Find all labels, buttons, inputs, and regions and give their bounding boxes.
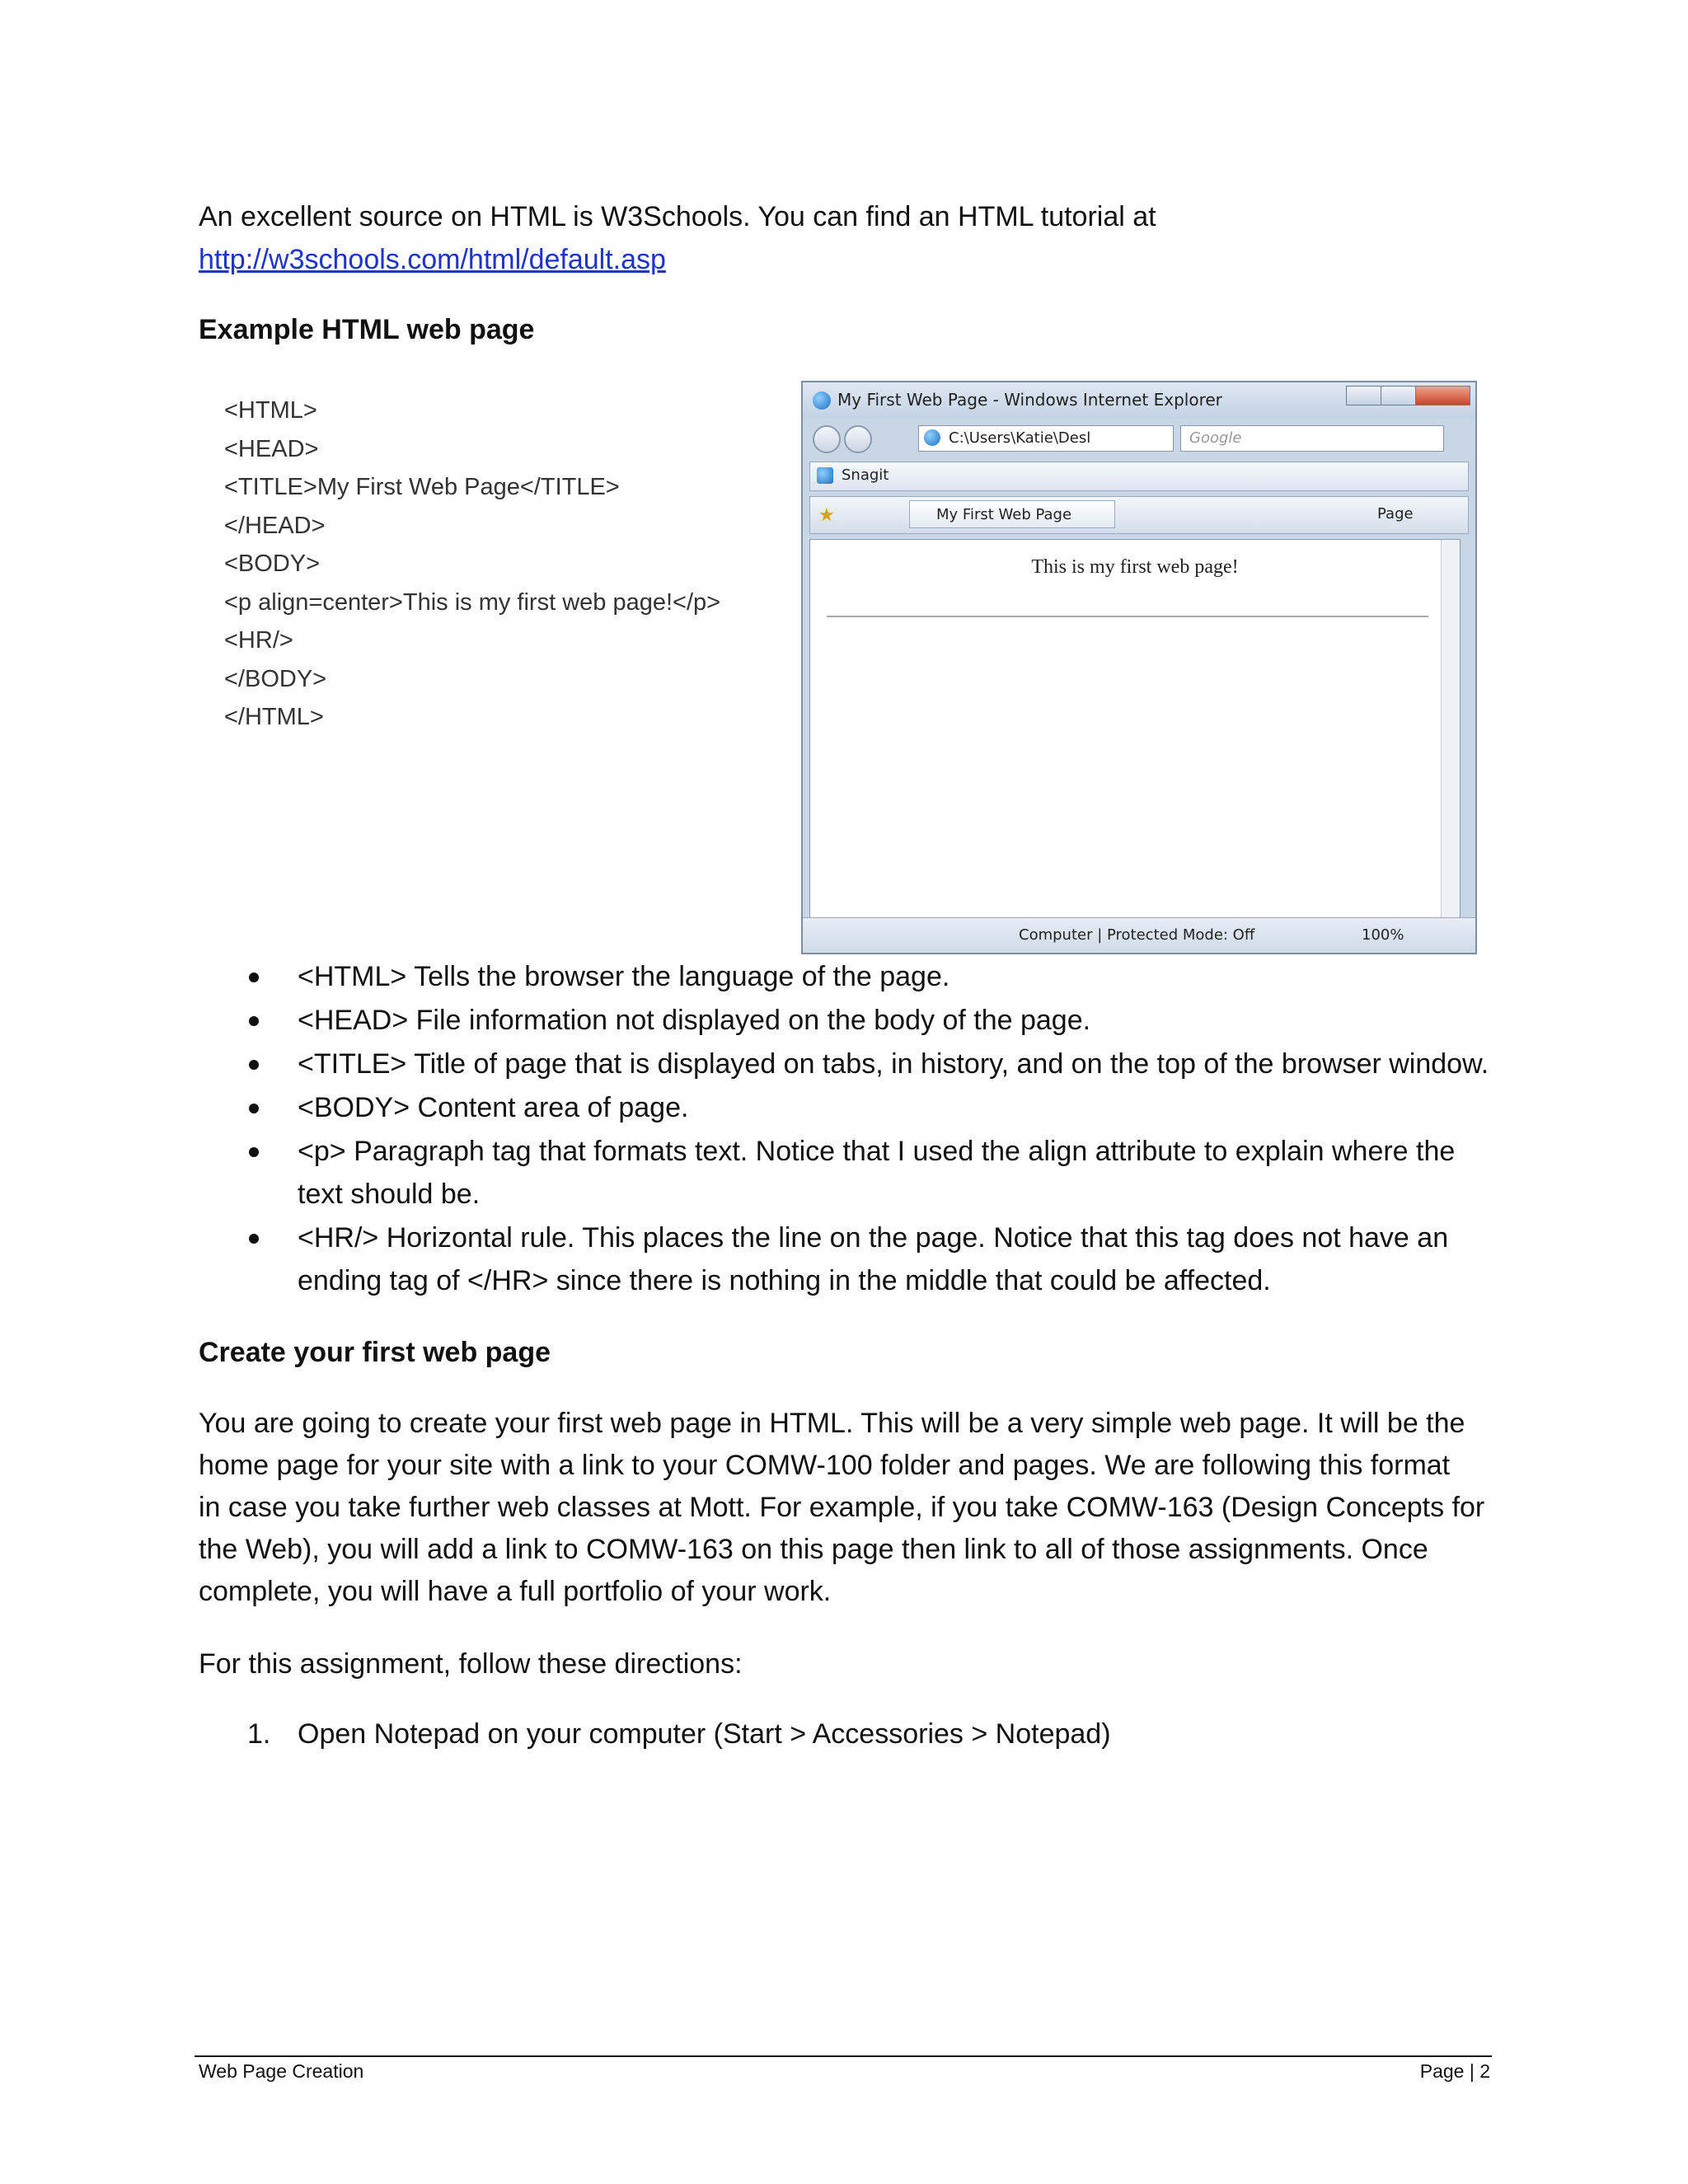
code-line: <HR/> (224, 627, 293, 654)
create-heading: Create your first web page (199, 1337, 551, 1368)
browser-content-area (809, 539, 1461, 918)
code-line: <HEAD> (224, 435, 319, 462)
paragraph-line: in case you take further web classes at Mott. For example, if you take COMW-163 (Design Concepts for (199, 1492, 1485, 1523)
bullet-icon (249, 972, 259, 982)
list-item: <HTML> Tells the browser the language of the page. (298, 961, 950, 992)
page-number: Page | 2 (1419, 2060, 1490, 2082)
footer-divider (195, 2055, 1492, 2057)
code-line: <p align=center>This is my first web page!</p> (224, 588, 721, 616)
code-line: </HEAD> (224, 512, 326, 539)
list-item: <HR/> Horizontal rule. This places the line on the page. Notice that this tag does not have an (298, 1222, 1449, 1254)
instructions-paragraph (199, 1403, 1484, 1613)
browser-horizontal-rule (827, 616, 1428, 617)
window-controls (1347, 386, 1470, 405)
code-line: <HTML> (224, 397, 317, 424)
close-icon (1415, 386, 1470, 405)
intro-text: An excellent source on HTML is W3Schools. You can find an HTML tutorial at (199, 201, 1156, 232)
browser-tab-title: My First Web Page (936, 506, 1072, 523)
list-item: <HEAD> File information not displayed on the body of the page. (298, 1005, 1091, 1036)
page-icon (924, 429, 940, 446)
browser-tab-strip (809, 496, 1469, 534)
forward-icon (844, 425, 872, 453)
paragraph-line: home page for your site with a link to your COMW-100 folder and pages. We are following this format (199, 1450, 1451, 1481)
code-listing (224, 391, 720, 737)
browser-window-title: My First Web Page - Windows Internet Explorer (837, 390, 1222, 410)
ie-logo-icon (813, 391, 831, 410)
minimize-icon (1346, 386, 1381, 405)
code-line: <TITLE>My First Web Page</TITLE> (224, 474, 620, 500)
browser-address: C:\Users\Katie\Desl (949, 429, 1091, 447)
paragraph-line: You are going to create your first web page in HTML. This will be a very simple web page. It will be the (199, 1408, 1465, 1439)
w3schools-link[interactable]: http://w3schools.com/html/default.asp (199, 244, 666, 275)
bullet-icon (249, 1016, 259, 1026)
maximize-icon (1381, 386, 1416, 405)
paragraph-line: the Web), you will add a link to COMW-163 on this page then link to all of those assignments. Once (199, 1534, 1428, 1565)
browser-address-bar (918, 425, 1174, 452)
browser-status-text: Computer | Protected Mode: Off (1019, 926, 1255, 944)
code-line: </BODY> (224, 665, 327, 692)
browser-scrollbar (1441, 540, 1460, 917)
step-number: 1. (247, 1718, 271, 1750)
code-line: </HTML> (224, 704, 324, 730)
browser-page-text: This is my first web page! (1031, 556, 1239, 578)
list-item-continuation: text should be. (298, 1179, 481, 1210)
paragraph-line: complete, you will have a full portfolio of your work. (199, 1576, 832, 1607)
favorites-star-icon: ★ (818, 505, 835, 526)
code-line: <BODY> (224, 551, 321, 577)
back-icon (813, 425, 841, 453)
list-item-continuation: ending tag of </HR> since there is nothing in the middle that could be affected. (298, 1265, 1271, 1296)
browser-search-placeholder: Google (1189, 429, 1242, 447)
bullet-icon (249, 1104, 259, 1113)
bullet-icon (249, 1234, 259, 1244)
page-menu-label: Page (1377, 505, 1414, 523)
browser-tab (909, 500, 1115, 528)
directions-intro: For this assignment, follow these directions: (199, 1648, 743, 1680)
snagit-icon (817, 467, 833, 484)
footer-title: Web Page Creation (199, 2060, 364, 2082)
step-text: Open Notepad on your computer (Start > Accessories > Notepad) (298, 1718, 1111, 1750)
example-heading: Example HTML web page (199, 314, 535, 345)
browser-search-box (1180, 425, 1444, 452)
list-item: <TITLE> Title of page that is displayed on tabs, in history, and on the top of the browser window. (298, 1048, 1489, 1080)
list-item: <BODY> Content area of page. (298, 1092, 689, 1123)
bullet-icon (249, 1147, 259, 1157)
toolbar-item-label: Snagit (842, 466, 889, 484)
browser-title-bar (803, 382, 1475, 419)
browser-toolbar (809, 462, 1469, 491)
bullet-icon (249, 1060, 259, 1070)
list-item: <p> Paragraph tag that formats text. Notice that I used the align attribute to explain where the (298, 1136, 1456, 1167)
browser-status-bar (803, 917, 1475, 953)
browser-screenshot (801, 381, 1477, 954)
browser-zoom-level: 100% (1362, 926, 1404, 944)
